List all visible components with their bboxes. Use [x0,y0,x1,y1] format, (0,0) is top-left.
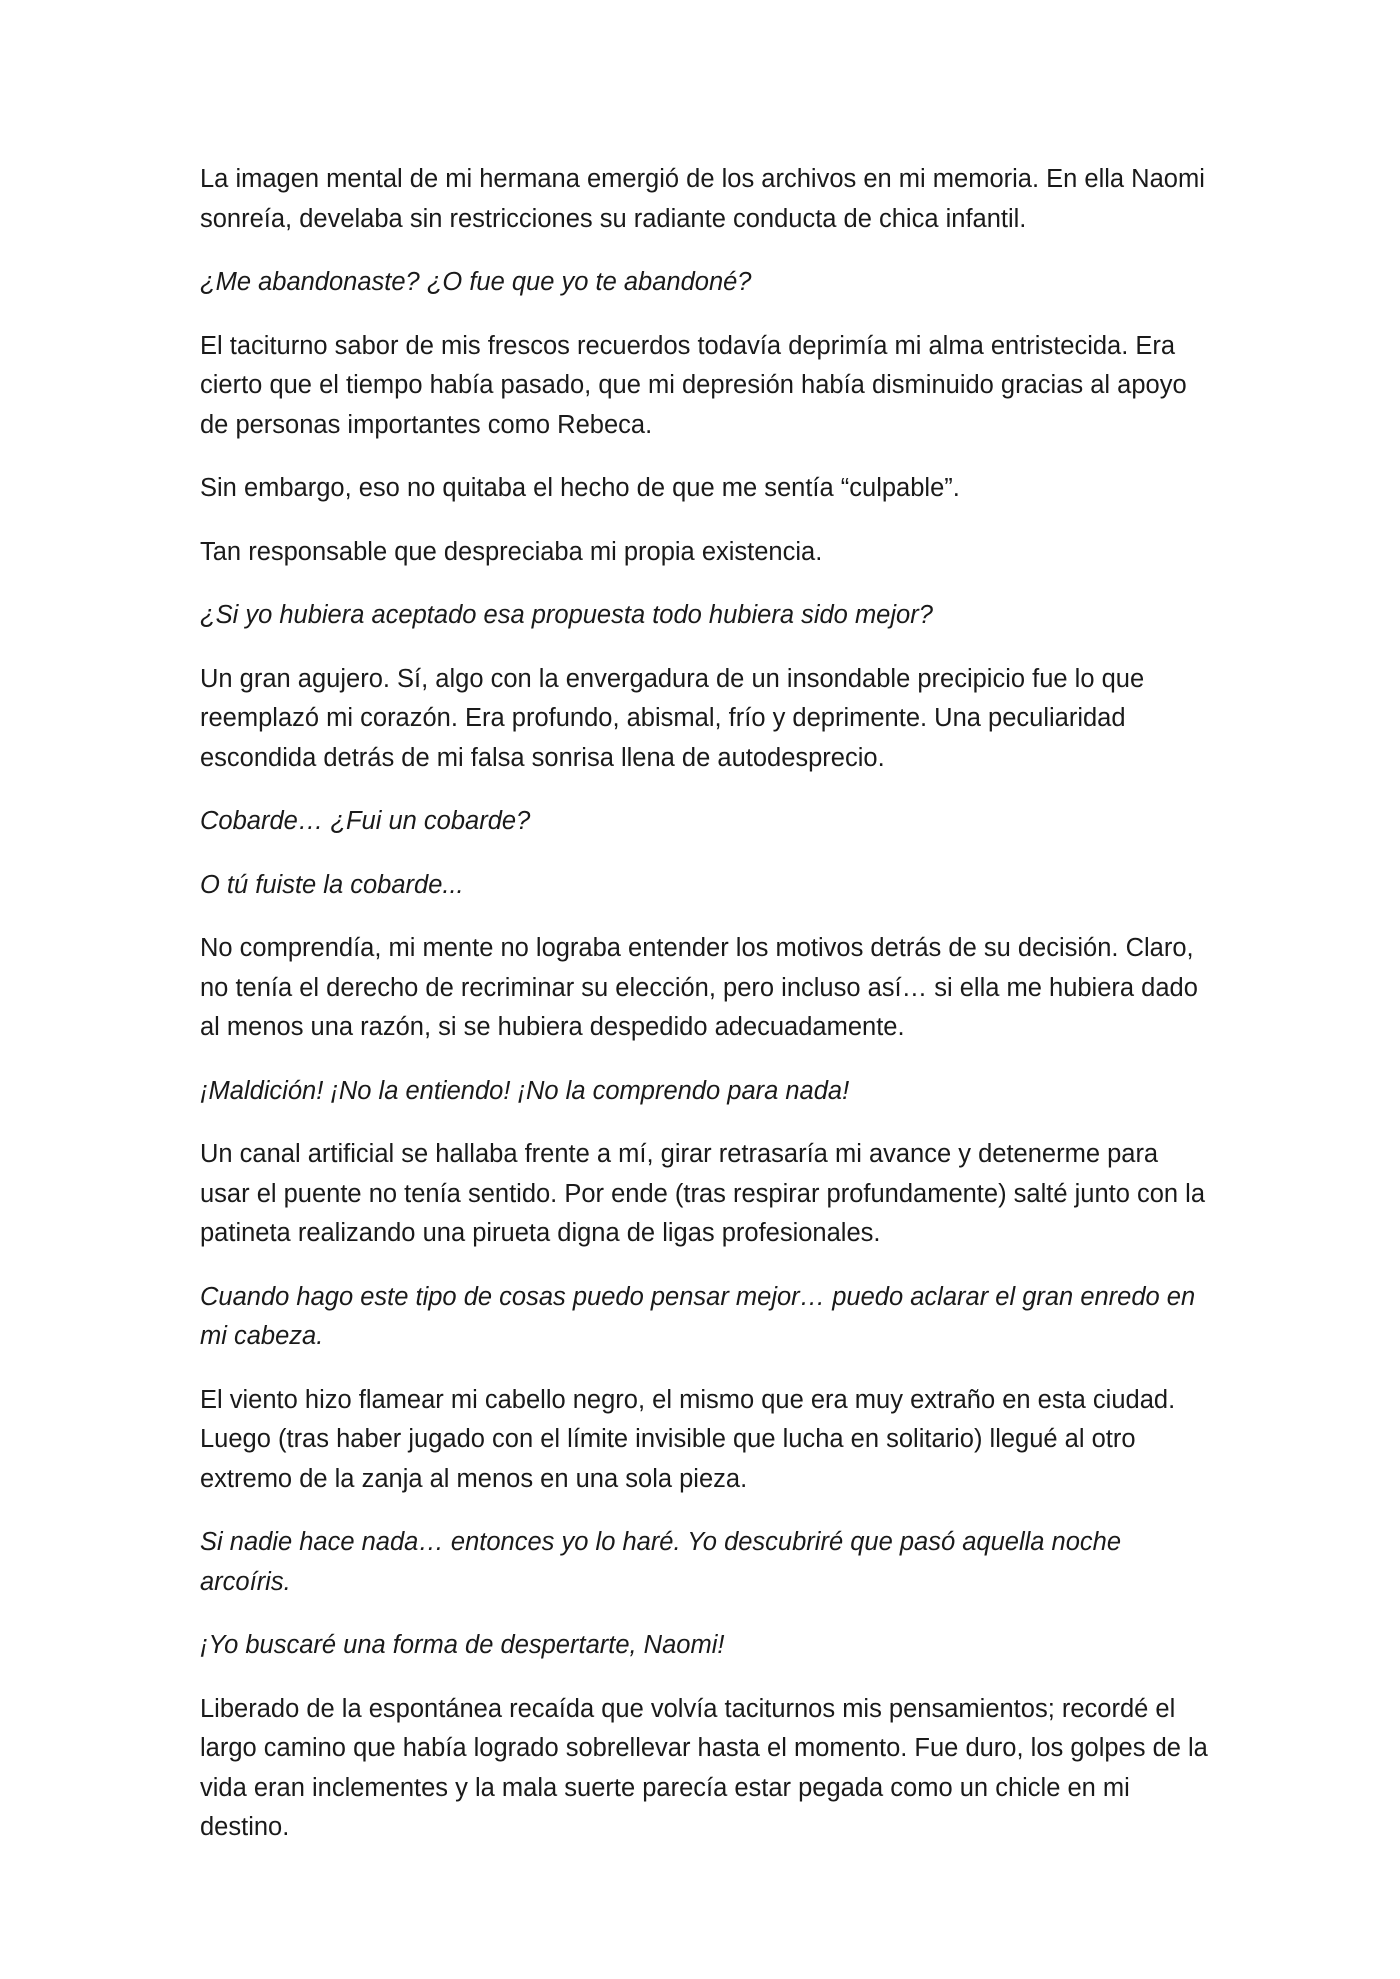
paragraph: Un gran agujero. Sí, algo con la envergadura de un insondable precipicio fue lo que reemplazó mi corazón. Era profundo, abismal, frío y deprimente. Una peculiaridad escondida detrás de mi falsa sonrisa llena de autodesprecio. [200,664,1145,772]
paragraph: El viento hizo flamear mi cabello negro, el mismo que era muy extraño en esta ciudad. Luego (tras haber jugado con el límite invisible que lucha en solitario) llegué al otro extremo de la zanja al menos en una sola pieza. [200,1385,1176,1493]
paragraph: Liberado de la espontánea recaída que volvía taciturnos mis pensamientos; recordé el largo camino que había logrado sobrellevar hasta el momento. Fue duro, los golpes de la vida eran inclementes y la mala suerte parecía estar pegada como un chicle en mi destino. [200,1694,1208,1841]
paragraph-italic: ¡Maldición! ¡No la entiendo! ¡No la comprendo para nada! [200,1076,850,1105]
paragraph: Un canal artificial se hallaba frente a mí, girar retrasaría mi avance y detenerme para usar el puente no tenía sentido. Por ende (tras respirar profundamente) salté junto con la patineta realizando una pirueta digna de ligas profesionales. [200,1140,1206,1247]
paragraph-italic: ¡Yo buscaré una forma de despertarte, Naomi! [200,1631,725,1659]
paragraph-italic: Cobarde… ¿Fui un cobarde? [200,807,531,835]
paragraph: La imagen mental de mi hermana emergió de los archivos en mi memoria. En ella Naomi sonreía, develaba sin restricciones su radiante conducta de chica infantil. [200,165,1205,233]
paragraph: Tan responsable que despreciaba mi propia existencia. [200,537,823,566]
paragraph-italic: ¿Si yo hubiera aceptado esa propuesta todo hubiera sido mejor? [200,601,933,629]
document-body [200,160,1210,1872]
paragraph: Sin embargo, eso no quitaba el hecho de que me sentía “culpable”. [200,474,960,502]
paragraph-italic: ¿Me abandonaste? ¿O fue que yo te abandoné? [200,268,752,296]
paragraph: El taciturno sabor de mis frescos recuerdos todavía deprimía mi alma entristecida. Era cierto que el tiempo había pasado, que mi depresión había disminuido gracias al apoyo de personas importantes como Rebeca. [200,331,1187,439]
paragraph-italic: Si nadie hace nada… entonces yo lo haré. Yo descubriré que pasó aquella noche arcoíris. [200,1528,1122,1596]
paragraph: No comprendía, mi mente no lograba entender los motivos detrás de su decisión. Claro, no tenía el derecho de recriminar su elección, pero incluso así… si ella me hubiera dado al menos una razón, si se hubiera despedido adecuadamente. [200,934,1198,1041]
paragraph-italic: Cuando hago este tipo de cosas puedo pensar mejor… puedo aclarar el gran enredo en mi cabeza. [200,1282,1196,1350]
paragraph-italic: O tú fuiste la cobarde... [200,870,464,899]
